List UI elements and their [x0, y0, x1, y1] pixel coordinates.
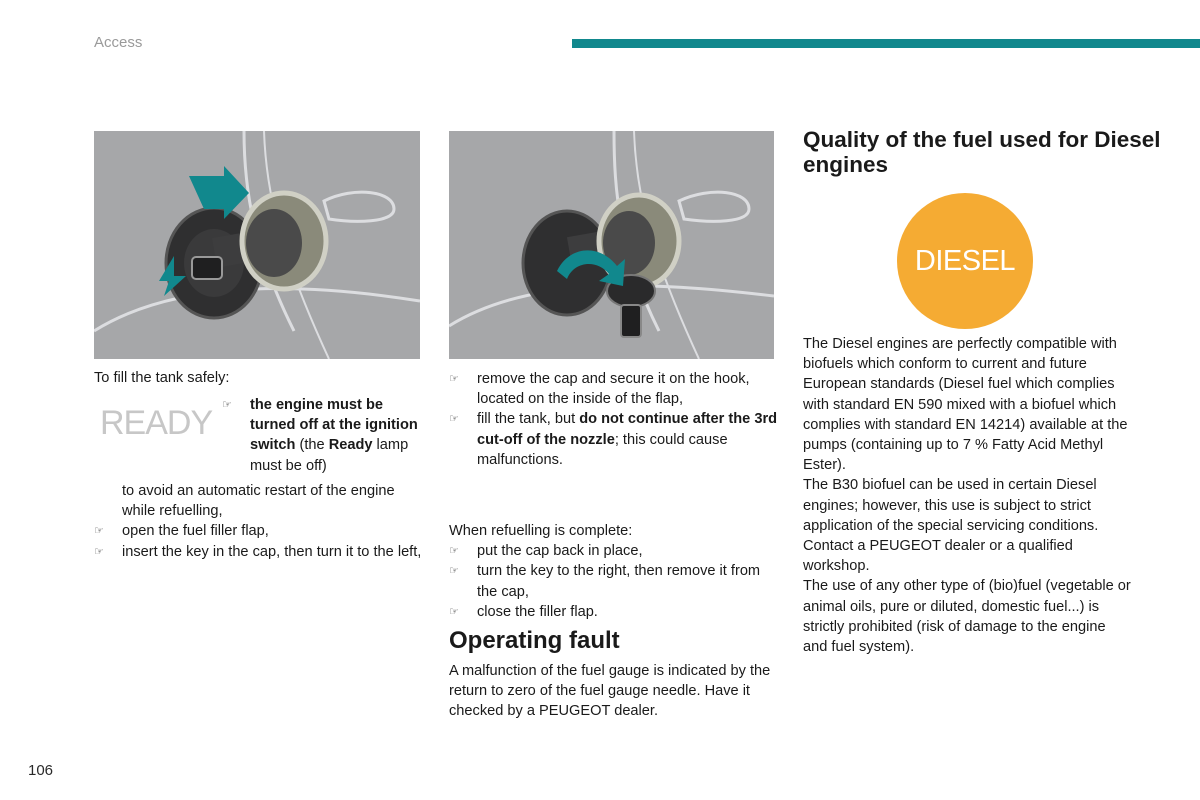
page-number: 106 — [28, 762, 54, 779]
ready-lamp-bold: Ready — [328, 437, 373, 454]
header-accent-bar — [572, 39, 1200, 48]
list-item: ☞ put the cap back in place, — [449, 541, 779, 561]
list-item: ☞ insert the key in the cap, then turn it to the left, — [94, 542, 424, 562]
engine-off-rest-b: lamp must be off) — [250, 437, 409, 474]
engine-off-bullet — [222, 395, 422, 476]
column2-steps — [449, 369, 779, 470]
paragraph: The B30 biofuel can be used in certain Diesel engines; however, this use is subject to strict application of the special servicing conditions. Contact a PEUGEOT dealer or a qualified workshop. — [803, 477, 1099, 575]
engine-off-bold: the engine must be turned off at the ignition switch — [250, 397, 418, 454]
diesel-badge — [897, 193, 1033, 329]
fill-pre: fill the tank, but — [477, 411, 580, 428]
diesel-badge-label: DIESEL — [914, 244, 1016, 277]
fill-bold: do not continue after the 3rd cut-off of the nozzle — [477, 411, 778, 448]
column1-list — [94, 481, 424, 562]
paragraph: The Diesel engines are perfectly compatible with biofuels which conform to current and future European standards (Diesel fuel which complies with standard EN 590 mixed with a biofuel which complies with standard EN 14214) available at the pumps (containing up to 7 % Fatty Acid Methyl Ester). — [803, 336, 1128, 474]
list-item: ☞ close the filler flap. — [449, 602, 779, 622]
engine-off-rest-a: (the — [295, 437, 329, 454]
illustration-cap-on-hook — [449, 131, 774, 359]
list-item: ☞ open the fuel filler flap, — [94, 521, 424, 541]
list-item: ☞ remove the cap and secure it on the hook, located on the inside of the flap, — [449, 369, 779, 409]
operating-fault-heading: Operating fault — [449, 627, 620, 654]
refuel-complete-block — [449, 521, 779, 622]
intro-text: To fill the tank safely: — [94, 370, 230, 386]
section-title: Access — [94, 34, 143, 51]
operating-fault-text: A malfunction of the fuel gauge is indicated by the return to zero of the fuel gauge needle. Have it checked by a PEUGEOT dealer. — [449, 663, 771, 720]
fill-post: ; this could cause malfunctions. — [477, 431, 728, 468]
paragraph: The use of any other type of (bio)fuel (vegetable or animal oils, pure or diluted, domestic fuel...) is strictly prohibited (risk of damage to the engine and fuel system). — [803, 578, 1131, 656]
ready-lamp-label: READY — [100, 404, 213, 442]
list-item — [449, 409, 779, 470]
fuel-quality-text — [803, 334, 1133, 657]
illustration-key-in-cap — [94, 131, 420, 359]
continuation-text: to avoid an automatic restart of the engine while refuelling, — [122, 483, 395, 520]
list-item: ☞ turn the key to the right, then remove it from the cap, — [449, 561, 779, 601]
complete-intro: When refuelling is complete: — [449, 523, 633, 539]
fuel-quality-heading: Quality of the fuel used for Diesel engines — [803, 127, 1161, 177]
